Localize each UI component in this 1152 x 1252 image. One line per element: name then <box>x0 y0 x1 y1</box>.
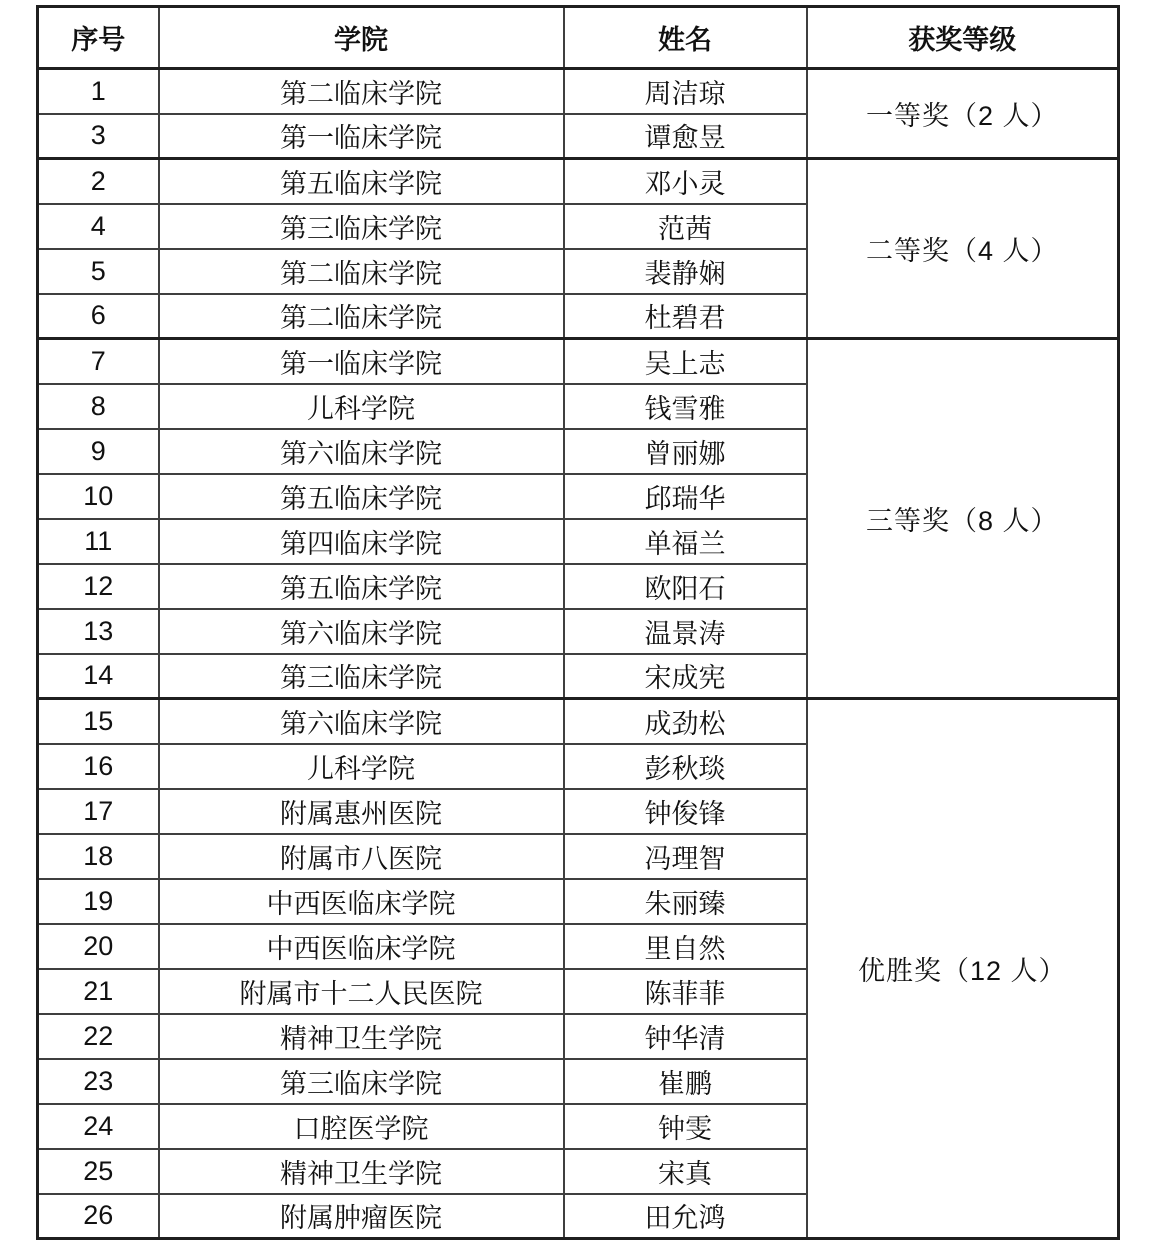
award-cell: 三等奖（8 人） <box>807 339 1119 699</box>
cell-name: 宋真 <box>564 1149 807 1194</box>
cell-no: 8 <box>38 384 159 429</box>
award-cell: 优胜奖（12 人） <box>807 699 1119 1239</box>
cell-college: 第五临床学院 <box>159 564 564 609</box>
cell-no: 7 <box>38 339 159 384</box>
cell-no: 1 <box>38 69 159 114</box>
cell-college: 第五临床学院 <box>159 159 564 204</box>
header-name: 姓名 <box>564 7 807 69</box>
cell-name: 裴静娴 <box>564 249 807 294</box>
cell-college: 精神卫生学院 <box>159 1149 564 1194</box>
cell-no: 6 <box>38 294 159 339</box>
cell-no: 5 <box>38 249 159 294</box>
cell-no: 13 <box>38 609 159 654</box>
table-row <box>38 339 1119 384</box>
cell-no: 14 <box>38 654 159 699</box>
cell-no: 18 <box>38 834 159 879</box>
cell-college: 第四临床学院 <box>159 519 564 564</box>
cell-college: 中西医临床学院 <box>159 924 564 969</box>
cell-name: 朱丽臻 <box>564 879 807 924</box>
table-header <box>38 7 1119 69</box>
cell-college: 儿科学院 <box>159 744 564 789</box>
cell-name: 谭愈昱 <box>564 114 807 159</box>
table-row <box>38 699 1119 744</box>
cell-no: 10 <box>38 474 159 519</box>
cell-no: 21 <box>38 969 159 1014</box>
cell-name: 邱瑞华 <box>564 474 807 519</box>
cell-college: 第三临床学院 <box>159 204 564 249</box>
cell-no: 19 <box>38 879 159 924</box>
cell-college: 第一临床学院 <box>159 339 564 384</box>
cell-name: 彭秋琰 <box>564 744 807 789</box>
cell-name: 周洁琼 <box>564 69 807 114</box>
header-no: 序号 <box>38 7 159 69</box>
cell-college: 附属肿瘤医院 <box>159 1194 564 1239</box>
cell-no: 25 <box>38 1149 159 1194</box>
cell-college: 口腔医学院 <box>159 1104 564 1149</box>
cell-no: 3 <box>38 114 159 159</box>
cell-no: 11 <box>38 519 159 564</box>
award-cell: 二等奖（4 人） <box>807 159 1119 339</box>
header-college: 学院 <box>159 7 564 69</box>
cell-college: 附属市十二人民医院 <box>159 969 564 1014</box>
cell-no: 15 <box>38 699 159 744</box>
cell-college: 第二临床学院 <box>159 69 564 114</box>
cell-college: 第一临床学院 <box>159 114 564 159</box>
cell-college: 第六临床学院 <box>159 429 564 474</box>
cell-no: 26 <box>38 1194 159 1239</box>
cell-name: 陈菲菲 <box>564 969 807 1014</box>
cell-college: 附属市八医院 <box>159 834 564 879</box>
cell-name: 崔鹏 <box>564 1059 807 1104</box>
cell-no: 20 <box>38 924 159 969</box>
award-cell: 一等奖（2 人） <box>807 69 1119 159</box>
cell-college: 第五临床学院 <box>159 474 564 519</box>
cell-name: 范茜 <box>564 204 807 249</box>
cell-college: 中西医临床学院 <box>159 879 564 924</box>
award-table <box>36 5 1120 1240</box>
cell-name: 曾丽娜 <box>564 429 807 474</box>
cell-college: 第三临床学院 <box>159 1059 564 1104</box>
cell-no: 4 <box>38 204 159 249</box>
table-row <box>38 69 1119 114</box>
cell-name: 里自然 <box>564 924 807 969</box>
cell-no: 9 <box>38 429 159 474</box>
cell-name: 钟雯 <box>564 1104 807 1149</box>
cell-college: 第二临床学院 <box>159 249 564 294</box>
table-row <box>38 159 1119 204</box>
cell-name: 钟俊锋 <box>564 789 807 834</box>
cell-college: 附属惠州医院 <box>159 789 564 834</box>
cell-no: 17 <box>38 789 159 834</box>
header-row <box>38 7 1119 69</box>
cell-name: 田允鸿 <box>564 1194 807 1239</box>
cell-name: 钟华清 <box>564 1014 807 1059</box>
cell-no: 24 <box>38 1104 159 1149</box>
cell-name: 吴上志 <box>564 339 807 384</box>
cell-no: 12 <box>38 564 159 609</box>
cell-name: 钱雪雅 <box>564 384 807 429</box>
cell-no: 23 <box>38 1059 159 1104</box>
cell-college: 第三临床学院 <box>159 654 564 699</box>
cell-no: 22 <box>38 1014 159 1059</box>
cell-college: 第六临床学院 <box>159 609 564 654</box>
cell-college: 第二临床学院 <box>159 294 564 339</box>
header-award: 获奖等级 <box>807 7 1119 69</box>
cell-college: 第六临床学院 <box>159 699 564 744</box>
cell-college: 儿科学院 <box>159 384 564 429</box>
cell-name: 欧阳石 <box>564 564 807 609</box>
cell-name: 宋成宪 <box>564 654 807 699</box>
cell-college: 精神卫生学院 <box>159 1014 564 1059</box>
cell-name: 温景涛 <box>564 609 807 654</box>
cell-name: 冯理智 <box>564 834 807 879</box>
cell-name: 单福兰 <box>564 519 807 564</box>
cell-name: 成劲松 <box>564 699 807 744</box>
cell-name: 邓小灵 <box>564 159 807 204</box>
cell-no: 16 <box>38 744 159 789</box>
cell-name: 杜碧君 <box>564 294 807 339</box>
cell-no: 2 <box>38 159 159 204</box>
table-body <box>38 69 1119 1239</box>
